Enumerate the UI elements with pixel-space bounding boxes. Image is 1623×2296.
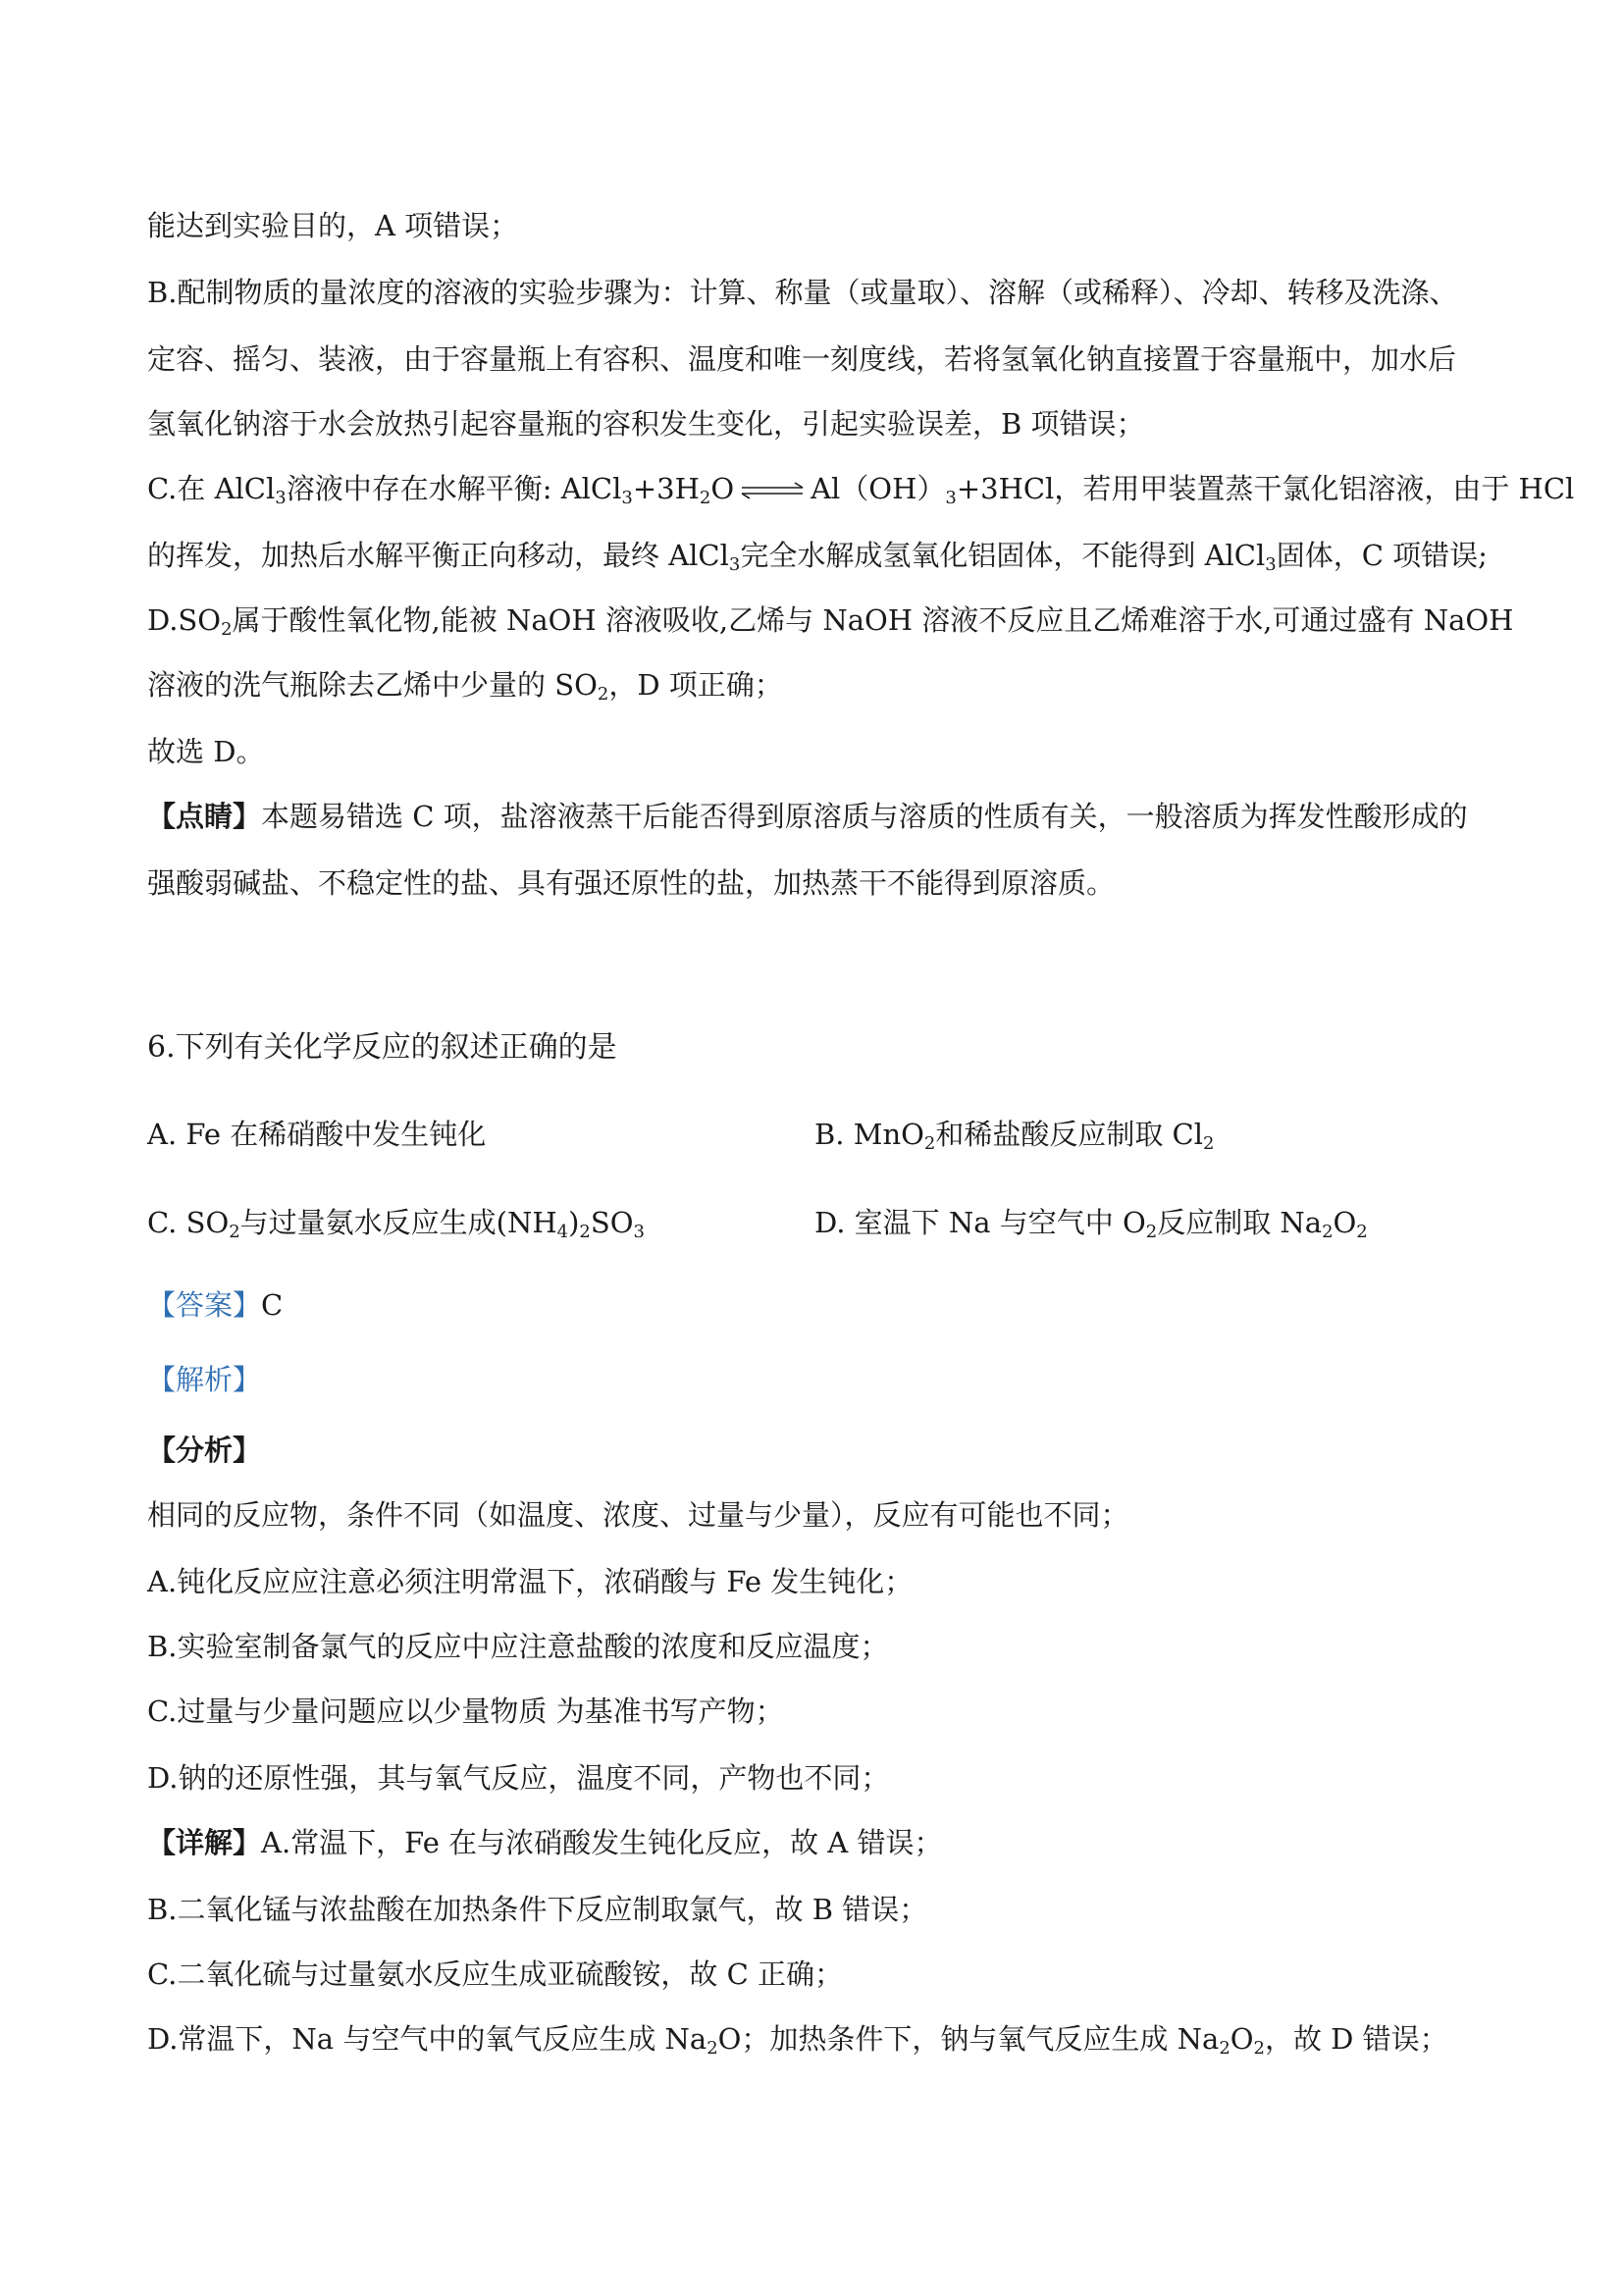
analysis-tag-line — [147, 1360, 1501, 1399]
subscript: 2 — [1356, 1222, 1368, 1243]
text: D.常温下，Na 与空气中的氧气反应生成 Na — [147, 2022, 707, 2056]
text: A.钝化反应应注意必须注明常温下，浓硝酸与 Fe 发生钝化； — [147, 1565, 914, 1598]
prev-line-c2 — [147, 536, 1501, 575]
text: C.过量与少量问题应以少量物质 为基准书写产物； — [147, 1695, 784, 1728]
dianjing-line1 — [147, 797, 1501, 836]
subscript: 3 — [621, 488, 633, 509]
text: 属于酸性氧化物,能被 NaOH 溶液吸收,乙烯与 NaOH 溶液不反应且乙烯难溶于水,可通过盛有 NaOH — [232, 603, 1514, 637]
prev-line-b3 — [147, 404, 1501, 444]
text: 6.下列有关化学反应的叙述正确的是 — [147, 1030, 617, 1065]
detail-a — [147, 1823, 1501, 1862]
subscript: 2 — [1145, 1222, 1158, 1243]
analysis-b — [147, 1627, 1501, 1666]
detail-d — [147, 2019, 1501, 2059]
text: O — [710, 472, 735, 505]
prev-line-d2 — [147, 665, 1501, 704]
subscript: 2 — [1203, 1133, 1215, 1155]
text: A.常温下，Fe 在与浓硝酸发生钝化反应，故 A 错误； — [261, 1826, 943, 1859]
detail-tag: 【详解】 — [147, 1826, 262, 1859]
text: 能达到实验目的，A 项错误； — [147, 209, 519, 242]
detail-c — [147, 1955, 1501, 1994]
subscript: 4 — [556, 1222, 569, 1243]
text: B.实验室制备氯气的反应中应注意盐酸的浓度和反应温度； — [147, 1630, 889, 1663]
analysis-c — [147, 1692, 1501, 1731]
option-d — [814, 1203, 1368, 1242]
text: B.配制物质的量浓度的溶液的实验步骤为：计算、称量（或量取）、溶解（或稀释）、冷却、转移及洗涤、 — [147, 276, 1458, 309]
text: C. SO — [147, 1206, 230, 1239]
text: 本题易错选 C 项，盐溶液蒸干后能否得到原溶质与溶质的性质有关，一般溶质为挥发性酸形成的 — [261, 800, 1468, 833]
subscript: 3 — [275, 488, 287, 509]
text: O；加热条件下，钠与氧气反应生成 Na — [717, 2022, 1220, 2056]
text: 溶液中存在水解平衡: AlCl — [286, 472, 622, 505]
prev-choose — [147, 732, 1501, 771]
equilibrium-arrow-icon — [738, 481, 807, 500]
answer-line — [147, 1285, 1501, 1325]
subscript: 3 — [1265, 554, 1277, 576]
option-a — [147, 1115, 486, 1154]
prev-line-d1 — [147, 600, 1514, 641]
text: SO — [590, 1206, 634, 1239]
text: 相同的反应物，条件不同（如温度、浓度、过量与少量），反应有可能也不同； — [147, 1498, 1129, 1532]
text: D. 室温下 Na 与空气中 O — [814, 1206, 1146, 1239]
text: C.在 AlCl — [147, 472, 276, 505]
subscript: 2 — [1253, 2038, 1265, 2060]
text: 溶液的洗气瓶除去乙烯中少量的 SO — [147, 668, 598, 702]
fenxi-tag-line — [147, 1431, 1501, 1470]
answer-tag: 【答案】 — [147, 1288, 262, 1322]
detail-b — [147, 1890, 1501, 1929]
question-stem — [147, 1028, 1501, 1068]
subscript: 2 — [221, 619, 233, 641]
text: D.SO — [147, 603, 222, 637]
text: ，D 项正确； — [608, 668, 783, 702]
text: +3HCl，若用甲装置蒸干氯化铝溶液，由于 HCl — [956, 472, 1575, 505]
text: 的挥发，加热后水解平衡正向移动，最终 AlCl — [147, 539, 729, 572]
text: 完全水解成氢氧化铝固体，不能得到 AlCl — [740, 539, 1266, 572]
answer-value: C — [261, 1288, 284, 1322]
text: C.二氧化硫与过量氨水反应生成亚硫酸铵，故 C 正确； — [147, 1957, 843, 1991]
text: 和稀盐酸反应制取 Cl — [935, 1118, 1204, 1151]
text: 与过量氨水反应生成(NH — [239, 1206, 557, 1239]
text: 强酸弱碱盐、不稳定性的盐、具有强还原性的盐，加热蒸干不能得到原溶质。 — [147, 866, 1116, 900]
subscript: 2 — [1322, 1222, 1334, 1243]
prev-line-a — [147, 206, 1501, 245]
analysis-tag: 【解析】 — [147, 1363, 262, 1396]
option-c — [147, 1203, 645, 1242]
subscript: 3 — [728, 554, 741, 576]
subscript: 2 — [1219, 2038, 1230, 2060]
prev-line-b2 — [147, 339, 1501, 379]
text: 氢氧化钠溶于水会放热引起容量瓶的容积发生变化，引起实验误差，B 项错误； — [147, 407, 1145, 441]
dianjing-line2 — [147, 863, 1501, 903]
text: O — [1333, 1206, 1357, 1239]
text: A. Fe 在稀硝酸中发生钝化 — [147, 1118, 487, 1151]
prev-line-b1 — [147, 273, 1501, 312]
option-b — [814, 1115, 1214, 1154]
text: ，故 D 错误； — [1264, 2022, 1448, 2056]
analysis-line1 — [147, 1495, 1501, 1535]
text: 故选 D。 — [147, 735, 265, 768]
subscript: 2 — [923, 1133, 936, 1155]
text: B. MnO — [814, 1118, 924, 1151]
dianjing-tag: 【点睛】 — [147, 800, 262, 833]
text: 固体，C 项错误; — [1276, 539, 1488, 572]
prev-line-c1 — [147, 469, 1575, 509]
text: +3H — [632, 472, 700, 505]
text: O — [1230, 2022, 1254, 2056]
text: ) — [568, 1206, 580, 1239]
analysis-d — [147, 1758, 1501, 1798]
text: B.二氧化锰与浓盐酸在加热条件下反应制取氯气，故 B 错误； — [147, 1893, 928, 1926]
text: Al（OH） — [811, 472, 946, 505]
subscript: 2 — [229, 1222, 240, 1243]
subscript: 2 — [707, 2038, 718, 2060]
subscript: 2 — [597, 684, 609, 705]
text: 定容、摇匀、装液，由于容量瓶上有容积、温度和唯一刻度线，若将氢氧化钠直接置于容量瓶中，加水后 — [147, 342, 1457, 376]
subscript: 2 — [699, 488, 711, 509]
subscript: 2 — [579, 1222, 591, 1243]
text: 反应制取 Na — [1157, 1206, 1323, 1239]
text: D.钠的还原性强，其与氧气反应，温度不同，产物也不同； — [147, 1761, 890, 1795]
subscript: 3 — [633, 1222, 645, 1243]
fenxi-tag: 【分析】 — [147, 1434, 262, 1467]
analysis-a — [147, 1562, 1501, 1601]
subscript: 3 — [945, 488, 957, 509]
